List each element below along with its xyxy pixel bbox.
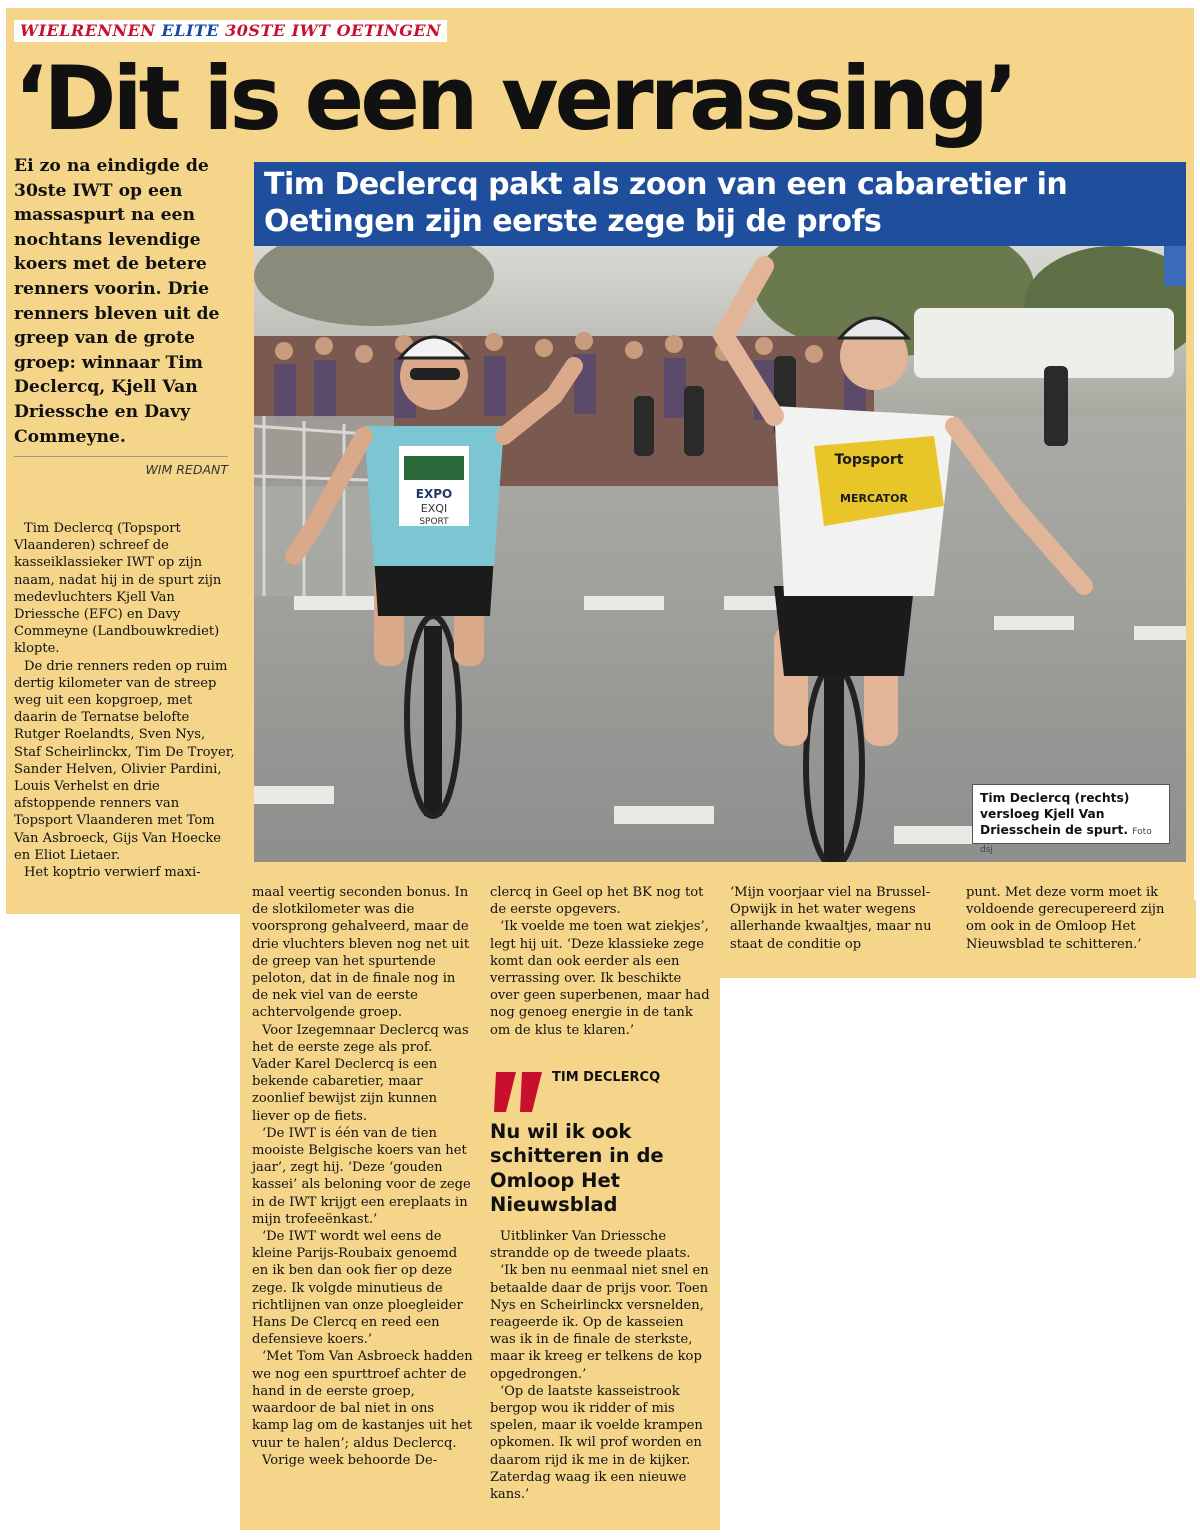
photo-credit: Foto dsj bbox=[980, 827, 1152, 855]
paragraph: Voor Izegemnaar Declercq was het de eerste zege als prof. Vader Karel Declercq is een bekende cabaretier, maar zoonlief bewijst zijn kunnen liever op de fiets. bbox=[252, 1022, 469, 1124]
subhead: Tim Declercq pakt als zoon van een cabaretier in Oetingen zijn eerste zege bij de profs bbox=[254, 162, 1186, 246]
paragraph: ‘Met Tom Van Asbroeck hadden we nog een spurttroef achter de hand in de eerste groep, waardoor de bal niet in ons kamp lag om de kastanjes uit het vuur te halen’; aldus Declercq. bbox=[252, 1349, 473, 1451]
body-column-2 bbox=[252, 884, 474, 1469]
kicker-section: WIELRENNEN bbox=[20, 21, 156, 40]
body-column-3-bottom bbox=[490, 1228, 712, 1503]
paragraph: ‘De IWT is één van de tien mooiste Belgische koers van het jaar’, zegt hij. ‘Deze ‘gouden kassei’ als beloning voor de zege in de IWT krijgt een ereplaats in mijn trofeeënkast.’ bbox=[252, 1125, 471, 1227]
body-column-3-top bbox=[490, 884, 712, 1039]
race-photo-illustration bbox=[254, 246, 1186, 862]
section-kicker bbox=[14, 20, 447, 42]
paragraph: maal veertig seconden bonus. In de slotkilometer was die voorsprong gehalveerd, maar de drie vluchters bleven nog net uit de greep van het spurtende peloton, dat in de finale nog in de nek viel van de eerste achtervolgende groep. bbox=[252, 885, 470, 1021]
body-column-1 bbox=[14, 520, 236, 881]
paragraph: Tim Declercq (Topsport Vlaanderen) schreef de kasseiklassieker IWT op zijn naam, nadat hij in de spurt zijn medevluchters Kjell Van Driessche (EFC) en Davy Commeyne (Landbouwkrediet) klopte. bbox=[14, 521, 222, 657]
rider-left-jersey-line-1: EXPO bbox=[415, 487, 453, 501]
quote-icon bbox=[492, 1068, 548, 1116]
paragraph: Vorige week behoorde De- bbox=[262, 1452, 438, 1468]
paragraph: Uitblinker Van Driessche strandde op de tweede plaats. bbox=[490, 1229, 691, 1262]
rider-left-jersey-line-2: EXQI bbox=[420, 502, 448, 515]
rider-right-jersey-line-1: Topsport bbox=[834, 452, 904, 468]
photo-caption bbox=[972, 784, 1170, 855]
body-column-4 bbox=[730, 884, 950, 953]
body-column-5 bbox=[966, 884, 1188, 953]
intro-divider bbox=[14, 456, 228, 457]
paragraph: punt. Met deze vorm moet ik voldoende gerecupereerd zijn om ook in de Omloop Het Nieuwsblad te schitteren.’ bbox=[966, 885, 1165, 952]
intro-lead: Ei zo na eindigde de 30ste IWT op een massaspurt na een nochtans levendige koers met de betere renners voorin. Drie renners bleven uit de greep van de grote groep: winnaar Tim Declercq, Kjell Van Driessche en Davy Commeyne. bbox=[14, 156, 220, 447]
paragraph: ‘Mijn voorjaar viel na Brussel-Opwijk in het water wegens allerhande kwaaltjes, maar nu staat de conditie op bbox=[730, 885, 932, 952]
paragraph: De drie renners reden op ruim dertig kilometer van de streep weg uit een kopgroep, met daarin de Ternatse belofte Rutger Roelandts, Sven Nys, Staf Scheirlinckx, Tim De Troyer, Sander Helven, Olivier Pardini, Louis Verhelst en drie afstoppende renners van Topsport Vlaanderen met Tom Van Asbroeck, Gijs Van Hoecke en Eliot Lietaer. bbox=[14, 658, 235, 863]
race-photo bbox=[254, 246, 1186, 862]
headline: ‘Dit is een verrassing’ bbox=[14, 47, 1015, 150]
kicker-event: 30STE IWT OETINGEN bbox=[225, 21, 442, 40]
pullquote-text: Nu wil ik ook schitteren in de Omloop Het Nieuwsblad bbox=[490, 1120, 664, 1217]
photo-caption-text: Tim Declercq (rechts) versloeg Kjell Van Driesschein de spurt. bbox=[980, 791, 1130, 837]
rider-right-jersey-line-2: MERCATOR bbox=[840, 492, 908, 505]
kicker-category: ELITE bbox=[161, 21, 220, 40]
rider-left-jersey-line-3: SPORT bbox=[419, 517, 449, 527]
paragraph: ‘Op de laatste kasseistrook bergop wou ik ridder of mis spelen, maar ik voelde krampen opkomen. Ik wil prof worden en daarom rijd ik me in de kijker. Zaterdag waag ik een nieuwe kans.’ bbox=[490, 1383, 703, 1503]
paragraph: ‘De IWT wordt wel eens de kleine Parijs-Roubaix genoemd en ik ben dan ook fier op deze zege. Ik volgde minutieus de richtlijnen van onze ploegleider Hans De Clercq en reed een defensieve koers.’ bbox=[252, 1229, 463, 1348]
pullquote-speaker: TIM DECLERCQ bbox=[552, 1070, 661, 1085]
byline: WIM REDANT bbox=[145, 462, 228, 477]
paragraph: Het koptrio verwierf maxi- bbox=[24, 865, 201, 881]
paragraph: ‘Ik voelde me toen wat ziekjes’, legt hij uit. ‘Deze klassieke zege komt dan ook eerder als een verrassing over. Ik beschikte over geen superbenen, maar had nog genoeg energie in de tank om de klus te klaren.’ bbox=[490, 919, 710, 1038]
paragraph: ‘Ik ben nu eenmaal niet snel en betaalde daar de prijs voor. Toen Nys en Scheirlinckx versnelden, reageerde ik. Op de kasseien was ik in de finale de sterkste, maar ik kreeg er telkens de kop opgedrongen.’ bbox=[490, 1263, 709, 1382]
paragraph: clercq in Geel op het BK nog tot de eerste opgevers. bbox=[490, 885, 704, 918]
